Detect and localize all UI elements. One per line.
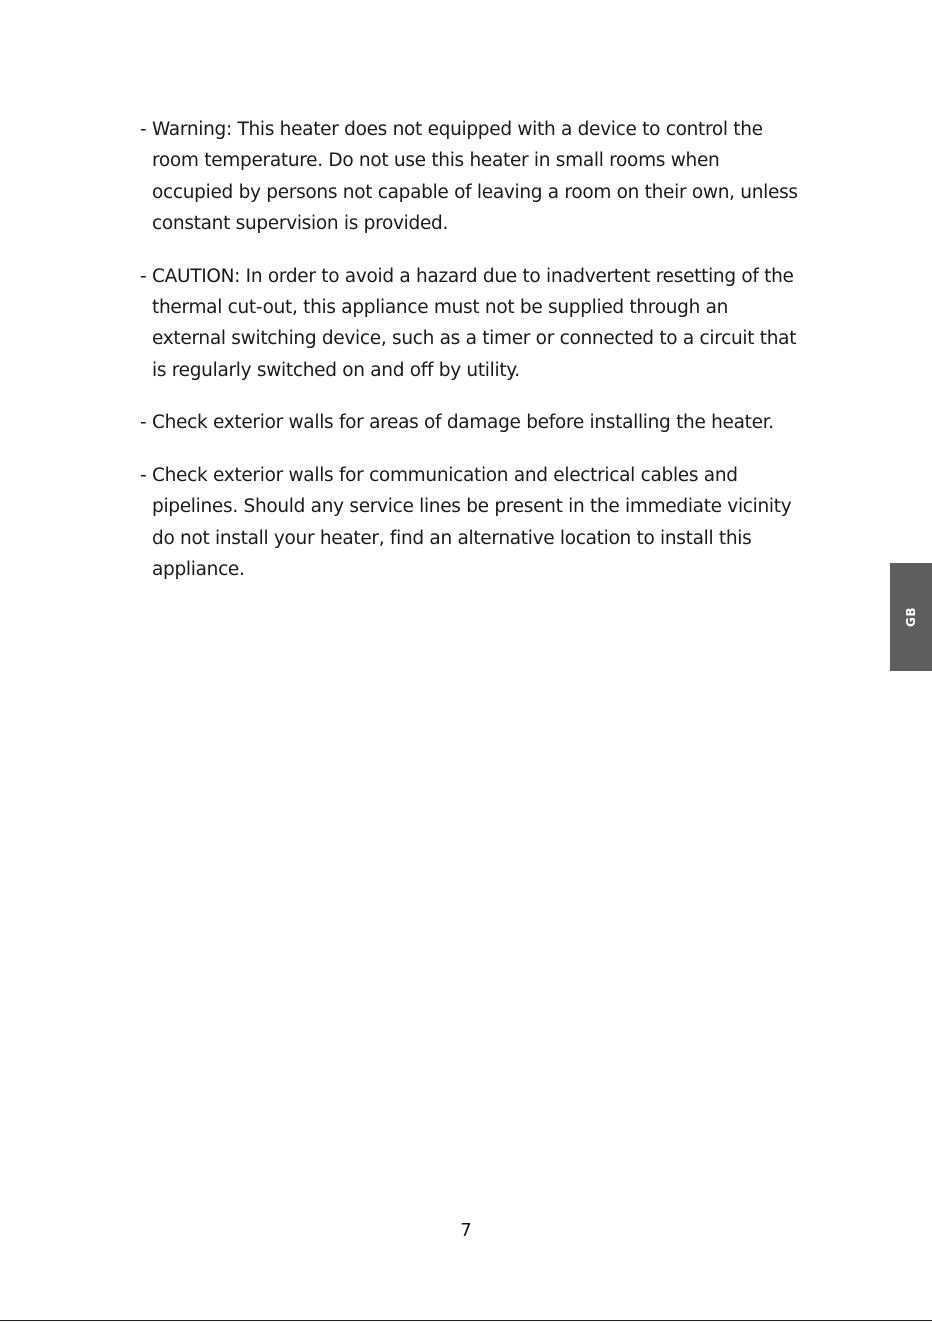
list-item-text: CAUTION: In order to avoid a hazard due to inadvertent resetting of the thermal cut-out, this appliance must not be supplied through an external switching device, such as a timer or connected to a circuit that is regularly switched on and off by utility. xyxy=(152,265,797,381)
list-item-text: Warning: This heater does not equipped with a device to control the room temperature. Do not use this heater in small rooms when occupied by persons not capable of leaving a room on their own, unless constant supervision is provided. xyxy=(152,119,798,234)
list-item-check-cables xyxy=(140,460,800,585)
list-item-caution xyxy=(140,261,800,386)
bottom-divider xyxy=(0,1320,932,1321)
list-item-warning xyxy=(140,114,800,239)
list-bullet: - xyxy=(140,412,147,434)
list-item-check-damage xyxy=(140,407,800,438)
language-tab xyxy=(890,563,932,671)
language-tab-label: GB xyxy=(904,607,918,627)
list-bullet: - xyxy=(140,119,147,140)
list-bullet: - xyxy=(140,265,147,287)
page-number: 7 xyxy=(460,1220,472,1241)
list-item-text: Check exterior walls for communication and electrical cables and pipelines. Should any service lines be present in the immediate vicinity do not install your heater, find an alternative location to install this appliance. xyxy=(152,465,792,581)
instruction-list xyxy=(140,114,800,607)
list-item-text: Check exterior walls for areas of damage before installing the heater. xyxy=(152,412,774,434)
list-bullet: - xyxy=(140,465,147,487)
